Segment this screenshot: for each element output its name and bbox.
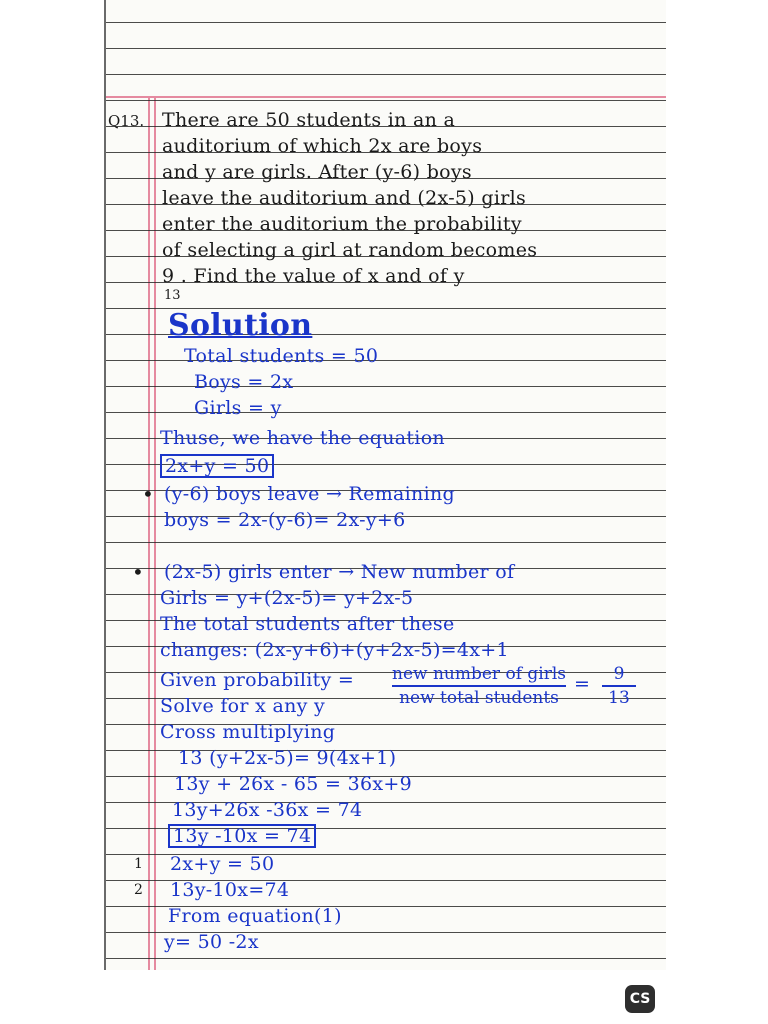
- probability-fraction: [392, 664, 566, 708]
- solution-line: Girls = y: [194, 397, 282, 419]
- solution-line: 13y + 26x - 65 = 36x+9: [174, 773, 412, 795]
- ruled-line: [106, 100, 666, 101]
- notebook-page: [104, 0, 666, 970]
- left-margin-line: [148, 96, 150, 970]
- ruled-line: [106, 542, 666, 543]
- probability-equals: =: [574, 673, 591, 695]
- solution-line: (2x-5) girls enter → New number of: [164, 561, 515, 583]
- boxed-equation: 13y -10x = 74: [168, 824, 316, 848]
- solution-line: Girls = y+(2x-5)= y+2x-5: [160, 587, 414, 609]
- solution-line: changes: (2x-y+6)+(y+2x-5)=4x+1: [160, 639, 509, 661]
- question-line: and y are girls. After (y-6) boys: [162, 161, 472, 183]
- solution-line: 2x+y = 50: [170, 853, 275, 875]
- ruled-line: [106, 74, 666, 75]
- equation-1-box: [160, 454, 274, 478]
- solution-line: 13y+26x -36x = 74: [172, 799, 363, 821]
- bullet-point: •: [142, 482, 154, 506]
- equation-number: 2: [134, 882, 143, 898]
- boxed-equation: 2x+y = 50: [160, 454, 274, 478]
- solution-line: From equation(1): [168, 905, 342, 927]
- ruled-line: [106, 48, 666, 49]
- question-line: enter the auditorium the probability: [162, 213, 522, 235]
- question-line: auditorium of which 2x are boys: [162, 135, 483, 157]
- solution-line: y= 50 -2x: [164, 931, 259, 953]
- probability-numerator: new number of girls: [392, 664, 566, 684]
- solution-line: The total students after these: [160, 613, 455, 635]
- solution-line: 13y-10x=74: [170, 879, 290, 901]
- solution-line: Cross multiplying: [160, 721, 336, 743]
- question-line: There are 50 students in an a: [162, 109, 456, 131]
- fraction-bar: [602, 685, 636, 687]
- solution-line: Thuse, we have the equation: [160, 427, 445, 449]
- probability-value-denominator: 13: [608, 688, 630, 708]
- question-line: of selecting a girl at random becomes: [162, 239, 538, 261]
- ruled-line: [106, 958, 666, 959]
- solution-line: Total students = 50: [184, 345, 379, 367]
- solution-line: 13 (y+2x-5)= 9(4x+1): [178, 747, 397, 769]
- bullet-point: •: [132, 560, 144, 584]
- ruled-line: [106, 22, 666, 23]
- question-line: 9 . Find the value of x and of y: [162, 265, 465, 287]
- fraction-bar: [392, 685, 566, 687]
- left-margin-line-inner: [154, 96, 156, 970]
- probability-value-numerator: 9: [613, 664, 625, 684]
- solution-line: Solve for x any y: [160, 695, 326, 717]
- probability-prefix: Given probability =: [160, 669, 355, 691]
- question-line: leave the auditorium and (2x-5) girls: [162, 187, 527, 209]
- equation-2-box: [168, 824, 316, 848]
- question-fraction-denominator: 13: [164, 288, 181, 303]
- probability-denominator: new total students: [399, 688, 559, 708]
- top-margin-line: [106, 96, 666, 98]
- ruled-line: [106, 386, 666, 387]
- solution-line: (y-6) boys leave → Remaining: [164, 483, 455, 505]
- question-label: Q13.: [108, 112, 145, 130]
- solution-heading: Solution: [168, 308, 313, 343]
- equation-number: 1: [134, 856, 143, 872]
- solution-line: boys = 2x-(y-6)= 2x-y+6: [164, 509, 406, 531]
- solution-line: Boys = 2x: [194, 371, 294, 393]
- camscanner-logo: CS: [625, 985, 655, 1013]
- ruled-line: [106, 412, 666, 413]
- probability-value-fraction: [602, 664, 636, 708]
